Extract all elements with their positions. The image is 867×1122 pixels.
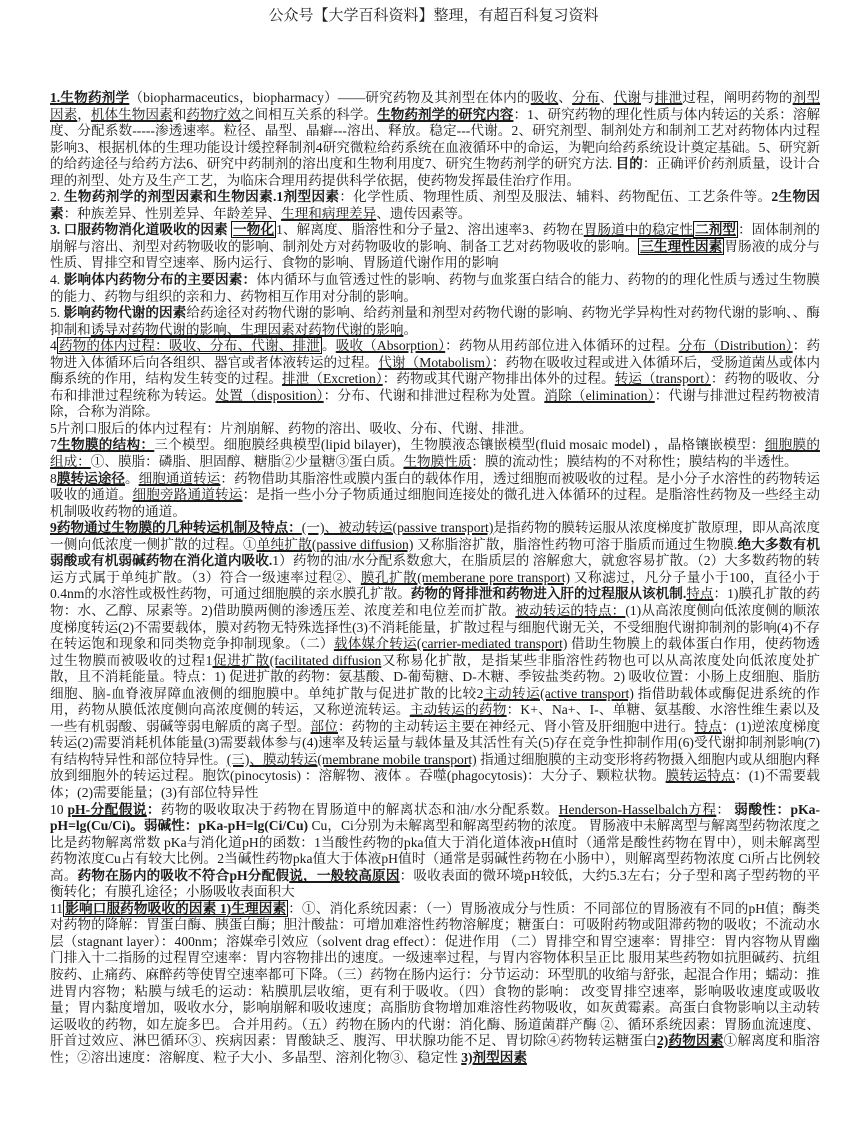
emphasis-run: 绝大多数有机弱酸或有机弱碱药物在消化道内吸收.: [50, 536, 821, 569]
emphasis-run: 细胞旁路通道转运: [132, 487, 243, 503]
text-run: 体内循环与血管透过性的影响、药物与血浆蛋白结合的能力、药物的的理化性质与透过生物膜的能力、药物与组织的亲和力、药物相互作用对分制的影响。: [50, 272, 821, 304]
emphasis-run: 膜转运特点: [665, 768, 735, 784]
paragraph: [50, 802, 820, 901]
text-run: 11: [50, 900, 64, 916]
text-run: ：固体制剂的崩解与溶出、剂型对药物吸收的影响、制剂处方对药物吸收的影响、制备工艺对药物吸收的影响。: [50, 222, 821, 254]
text-run: 三个模型。细胞膜经典模型(lipid bilayer)，生物膜液态镶嵌模型(fluid mosaic model) ，晶格镶嵌模型：: [154, 437, 765, 453]
emphasis-run: 分布: [572, 90, 600, 105]
paragraph: [50, 305, 820, 338]
boxed-heading: 三生理性因素: [640, 238, 723, 254]
paragraph: [50, 437, 820, 470]
text-run: 4.: [50, 272, 64, 288]
text-run: 又称脂溶扩散，脂溶性药物可溶于脂质而通过生物膜.: [413, 536, 738, 552]
emphasis-run: 生物膜的结构：: [56, 437, 155, 453]
emphasis-run: 说，一般较高原因: [289, 867, 400, 883]
emphasis-run: 弱酸性：pKa-pH=lg(Cu/Ci)。弱碱性：pKa-pH=lg(Ci/Cu): [50, 801, 820, 834]
emphasis-run: 特点: [686, 586, 714, 602]
boxed-heading: 药物的体内过程：吸收、分布、代谢、排泄: [58, 338, 320, 354]
text-run: ：(1)逆浓度梯度转运(2)需要消耗机体能量(3)需要载体参与(4)速率及转运量与载体量及其活性有关(5)存在竞争性抑制作用(6)受代谢抑制剂影响(7)有结构特异性和部位特异性。: [50, 718, 821, 767]
text-run: 、: [599, 90, 614, 105]
text-run: ：药物的主动转运主要在神经元、肾小管及肝细胞中进行。: [337, 718, 695, 734]
emphasis-run: 主动转运(active transport): [483, 685, 634, 701]
emphasis-run: 2)药物因素: [656, 1033, 724, 1049]
emphasis-run: 膜转运途径: [56, 470, 125, 486]
emphasis-run: 消除（elimination）: [544, 387, 655, 403]
emphasis-run: 生理和病理差异: [281, 205, 377, 221]
emphasis-run: 被动转运的特点：: [515, 602, 626, 618]
text-run: ①、膜脂：磷脂、胆固醇、糖脂②少量糖③蛋白质。: [90, 454, 404, 470]
text-run: ：: [716, 801, 735, 817]
emphasis-run: 细胞通道转运: [138, 470, 221, 486]
emphasis-run: 吸收: [530, 90, 559, 105]
emphasis-run: 膜孔扩散(memberane pore transport): [360, 569, 571, 585]
emphasis-run: 排泄: [654, 90, 683, 105]
emphasis-run: 载体媒介转运(carrier-mediated transport): [333, 636, 568, 652]
text-run: 2.: [50, 189, 64, 205]
text-run: ：化学性质、物理性质、剂型及服法、辅料、药物配伍、工艺条件等。: [339, 189, 772, 205]
emphasis-run: 药物在肠内的吸收不符合pH分配假: [77, 867, 290, 883]
text-run: 、遗传因素等。: [376, 205, 472, 221]
text-run: (1)从高浓度侧向低浓度侧的顺浓度梯度转运(2)不需要载体，膜对药物无特殊选择性(3)不消耗能量，扩散过程与细胞代谢无关，不受细胞代谢抑制剂的影响(4)不存在转运饱和现象和同类物竞争抑制现象。（二）: [50, 602, 820, 652]
text-run: ：药物进入体循环后向各组织、器官或者体液转运的过程。: [50, 338, 821, 370]
emphasis-run: pH-分配假说: [67, 801, 147, 817]
paragraph: [50, 189, 820, 222]
emphasis-run: 特点: [694, 718, 722, 734]
paragraph: [50, 222, 820, 272]
text-run: ：药物在吸收过程或进入体循环后，受肠道菌丛或体内酶系统的作用，结构发生转变的过程。: [50, 354, 821, 387]
emphasis-run: 处置（disposition）: [215, 387, 324, 403]
text-run: ：是指一些小分子物质通过细胞间连接处的微孔进入体循环的过程。是脂溶性药物及一些经主动机制吸收药物的通道。: [50, 487, 821, 519]
text-run: 药物的吸收取决于药物在胃肠道中的解离状态和油/水分配系数。: [160, 801, 559, 817]
paragraph: [50, 272, 820, 305]
emphasis-run: 代谢: [613, 90, 642, 105]
text-run: ：药物从用药部位进入体循环的过程。: [445, 338, 679, 354]
emphasis-run: 剂型因素: [50, 90, 821, 122]
paragraph: [50, 471, 820, 521]
text-run: 借助生物膜上的载体蛋白作用，使药物透过生物膜而被吸收的过程1: [50, 636, 820, 668]
text-run: ：正确评价药剂质量，设计合理的剂型、处方及生产工艺，为临床合理用药提供科学依据，使药物发挥最佳治疗作用。: [50, 156, 821, 188]
emphasis-run: 药物的肾排泄和药物进入肝的过程服从该机制.: [410, 586, 687, 602]
page-header: 公众号【大学百科资料】整理，有超百科复习资料: [268, 6, 599, 24]
boxed-heading: 影响口服药物吸收的因素 1)生理因素: [65, 900, 287, 916]
emphasis-run: 细胞膜的组成：: [50, 437, 821, 470]
text-run: 过程，阐明药物的: [682, 90, 793, 105]
text-run: 4: [50, 338, 57, 354]
text-run: 。: [403, 321, 418, 337]
boxed-heading: 二剂型: [695, 222, 737, 238]
emphasis-run: 吸收（Absorption）: [335, 338, 446, 354]
text-run: ：膜的流动性；膜结构的不对称性；膜结构的半透性。: [471, 454, 798, 470]
text-run: ：种族差异、性别差异、年龄差异、: [63, 205, 282, 221]
text-run: ：①、消化系统因素：（一）胃肠液成分与性质：不同部位的胃肠液有不同的pH值；酶类对药物的降解：胃蛋白酶、胰蛋白酶；胆汁酸盐：可增加难溶性药物溶解度；糖蛋白：可吸附药物或阻滞药物的吸收；不流动水层（stagnant layer）：400nm；溶媒牵引效应（solvent drag effect）：促进作用 （二）胃排空和胃空速率：胃排空：胃内容物从胃幽门排入十二指肠的过程胃空速率：胃内容物排出的速度。一级速率过程，与胃内容物体积呈正比 服用某些药物如抗胆碱药、抗组胺药、止痛药、麻醉药等使胃空速率都可下降。（三）药物在肠内运行：分节运动：环型肌的收缩与舒张，起混合作用；蠕动：推进胃内容物；粘膜与绒毛的运动：粘膜肌层收缩，更有利于吸收。（四）食物的影响： 改变胃排空速率，影响吸收速度或吸收量；胃内黏度增加，吸收水分，影响崩解和吸收速度；高脂肪食物增加难溶性药物吸收，如灰黄霉素。高蛋白食物影响以主动转运吸收的药物，如左旋多巴。 合并用药。（五）药物在肠内的代谢：消化酶、肠道菌群产酶 ②、循环系统因素：胃肠血流速度、肝首过效应、淋巴循环③、疾病因素：胃酸缺乏、腹泻、甲状腺功能不足、胃切除④药物转运糖蛋白: [50, 900, 820, 1049]
paragraph: [50, 338, 820, 421]
emphasis-run: 诱导对药物代谢的影响、生理因素对药物代谢的影响: [90, 321, 404, 337]
emphasis-run: 2生物因素: [50, 189, 821, 221]
emphasis-run: 影响药物代谢的因素: [63, 305, 187, 321]
emphasis-run: 部位: [310, 718, 338, 734]
text-run: 1、解离度、脂溶性和分子量2、溶出速率3、药物在: [276, 222, 584, 238]
text-run: 。: [124, 470, 139, 486]
text-run: 1）药物的油/水分配系数愈大，在脂质层的 溶解愈大，就愈容易扩散。（2）大多数药物的转运方式属于单纯扩散。（3）符合一级速率过程②、: [50, 553, 821, 585]
paragraph: [50, 421, 820, 438]
text-run: ：1、研究药物的理化性质与体内转运的关系：溶解度、分配系数-----渗透速率。粒径、晶型、晶癖---溶出、释放。稳定---代谢。2、研究剂型、制剂处方和制剂工艺对药物体内过程影响3、根据机体的生理功能设计缓控释制剂4研究微粒给药系统在血液循环中的命运，为靶向给药系统设计奠定基础。5、研究新的给药途径与给药方法6、研究中药制剂的溶出度和生物利用度7、研究生物药剂学的研究方法.: [50, 106, 821, 172]
text-run: 与: [641, 90, 655, 105]
text-run: 10: [50, 801, 68, 817]
emphasis-run: ：: [146, 801, 161, 817]
text-run: ，: [77, 106, 91, 122]
emphasis-run: 单纯扩散(passive diffusion): [256, 536, 414, 552]
emphasis-run: 药物疗效: [186, 106, 241, 122]
text-run: ①解离度和脂溶性；②溶出速度：溶解度、粒子大小、多晶型、溶剂化物③、稳定性: [50, 1033, 820, 1065]
text-run: 。: [321, 338, 336, 354]
text-run: 又称易化扩散，是指某些非脂溶性药物也可以从高浓度处向低浓度处扩散，且不消耗能量。特点：1) 促进扩散的药物：氨基酸、D-葡萄糖、D-木糖、季铵盐类药物。2) 吸收位置：小肠上皮细胞、脂肪细胞、脑-血脊液屏障血液侧的细胞膜中。单纯扩散与促进扩散的比较2: [50, 652, 821, 701]
emphasis-run: 机体生物因素: [90, 106, 173, 122]
emphasis-run: 3. 口服药物消化道吸收的因素: [50, 222, 232, 238]
emphasis-run: 影响体内药物分布的主要因素：: [63, 272, 257, 288]
paragraph: [50, 520, 820, 801]
emphasis-run: (一)、被动转运(passive transport): [301, 520, 494, 536]
text-run: ：1)膜孔扩散的药物：水、乙醇、尿素等。2)借助膜两侧的渗透压差、浓度差和电位差而扩散。: [50, 586, 821, 618]
text-run: Cu，Ci分别为未解离型和解离型药物的浓度。 胃肠液中未解离型与解离型药物浓度之比是药物解离常数 pKa与消化道pH的函数：1当酸性药物的pka值大于消化道体液pH值时（通常是酸性药物在胃中），则未解离型药物浓度Cu占有较大比例。2当碱性药物pka值大于体液pH值时（通常是弱碱性药物在小肠中），则解离型药物浓度 Ci所占比例较高。: [50, 818, 820, 883]
emphasis-run: 代谢（Motabolism）: [378, 354, 492, 370]
text-run: ：(1)不需要载体；(2)需要能量；(3)有部位特异性: [50, 768, 821, 800]
text-run: 指借助载体或酶促进系统的作用，药物从膜低浓度侧向高浓度侧的转运，又称逆流转运。: [50, 685, 820, 718]
emphasis-run: 排泄（Excretion）: [282, 371, 383, 387]
text-run: ：分布、代谢和排泄过程称为处置。: [323, 387, 545, 403]
emphasis-run: Henderson-Hasselbalch方程: [558, 801, 717, 817]
emphasis-run: 1.生物药剂学: [50, 90, 130, 105]
text-run: 之间相互关系的科学。: [240, 106, 378, 122]
text-run: 给药途径对药物代谢的影响、给药剂量和剂型对药物代谢的影响、药物光学异构性对药物代谢的影响、、酶抑制和: [50, 305, 821, 337]
emphasis-run: 促进扩散(facilitated diffusion: [212, 652, 382, 668]
text-run: 指通过细胞膜的主动变形将药物摄入细胞内或从细胞内释放到细胞外的转运过程。胞饮(pinocytosis) ：溶解物、液体 。吞噬(phagocytosis)：大分子、颗粒状物。: [50, 751, 820, 784]
text-run: 是指药物的膜转运服从浓度梯度扩散原理，即从高浓度一侧向低浓度一侧扩散的过程。①: [50, 520, 820, 552]
text-run: （biopharmaceutics，biopharmacy）——研究药物及其剂型在体内的: [129, 90, 531, 105]
emphasis-run: 生物药剂学的剂型因素和生物因素.1剂型因素: [63, 189, 340, 205]
emphasis-run: 分布（Distribution）: [678, 338, 793, 354]
text-run: 、: [558, 90, 573, 105]
paragraph: [50, 901, 820, 1066]
emphasis-run: 生物药剂学的研究内容: [377, 106, 514, 122]
text-run: 又称滤过，凡分子量小于100，直径小于0.4nm的水溶性或极性药物，可通过细胞膜的亲水膜孔扩散。: [50, 569, 821, 602]
emphasis-run: 3)剂型因素: [461, 1049, 527, 1065]
text-run: 7: [50, 437, 57, 453]
text-run: 和: [172, 106, 187, 122]
paragraph: [50, 90, 820, 189]
emphasis-run: 生物膜性质: [403, 454, 472, 470]
text-run: ：药物借助其脂溶性或膜内蛋白的载体作用，透过细胞而被吸收的过程。是小分子水溶性的药物转运吸收的通道。: [50, 470, 821, 503]
emphasis-run: 9药物通过生物膜的几种转运机制及特点：: [50, 520, 302, 536]
emphasis-run: 目的: [615, 156, 643, 172]
text-run: ：代谢与排泄过程药物被清除，合称为消除。: [50, 387, 821, 420]
emphasis-run: 转运（transport）: [614, 371, 711, 387]
text-run: 5.: [50, 305, 64, 321]
text-run: ：吸收表面的微环境pH较低，大约5.3左右；分子型和离子型药物的平衡转化；有膜孔途径；小肠吸收表面积大: [50, 867, 820, 900]
text-run: ：药物或其代谢产物排出体外的过程。: [382, 371, 615, 387]
text-run: ：K+、Na+、I-、单糖、氨基酸、水溶性维生素以及一些有机弱酸、弱碱等弱电解质的离子型。: [50, 702, 821, 734]
document-body: [50, 90, 820, 1066]
text-run: 胃肠液的成分与性质、胃排空和胃空速率、肠内运行、食物的影响、胃肠道代谢作用的影响: [50, 238, 821, 271]
text-run: 5片剂口服后的体内过程有：片剂崩解、药物的溶出、吸收、分布、代谢、排泄。: [50, 420, 533, 436]
boxed-heading: 一物化: [233, 222, 275, 238]
emphasis-run: (三)、膜动转运(membrane mobile transport): [226, 751, 477, 767]
text-run: 8: [50, 470, 57, 486]
emphasis-run: 主动转运的药物: [409, 702, 507, 718]
text-run: ：药物的吸收、分布和排泄过程统称为转运。: [50, 371, 821, 403]
emphasis-run: 胃肠道中的稳定性: [583, 222, 694, 238]
